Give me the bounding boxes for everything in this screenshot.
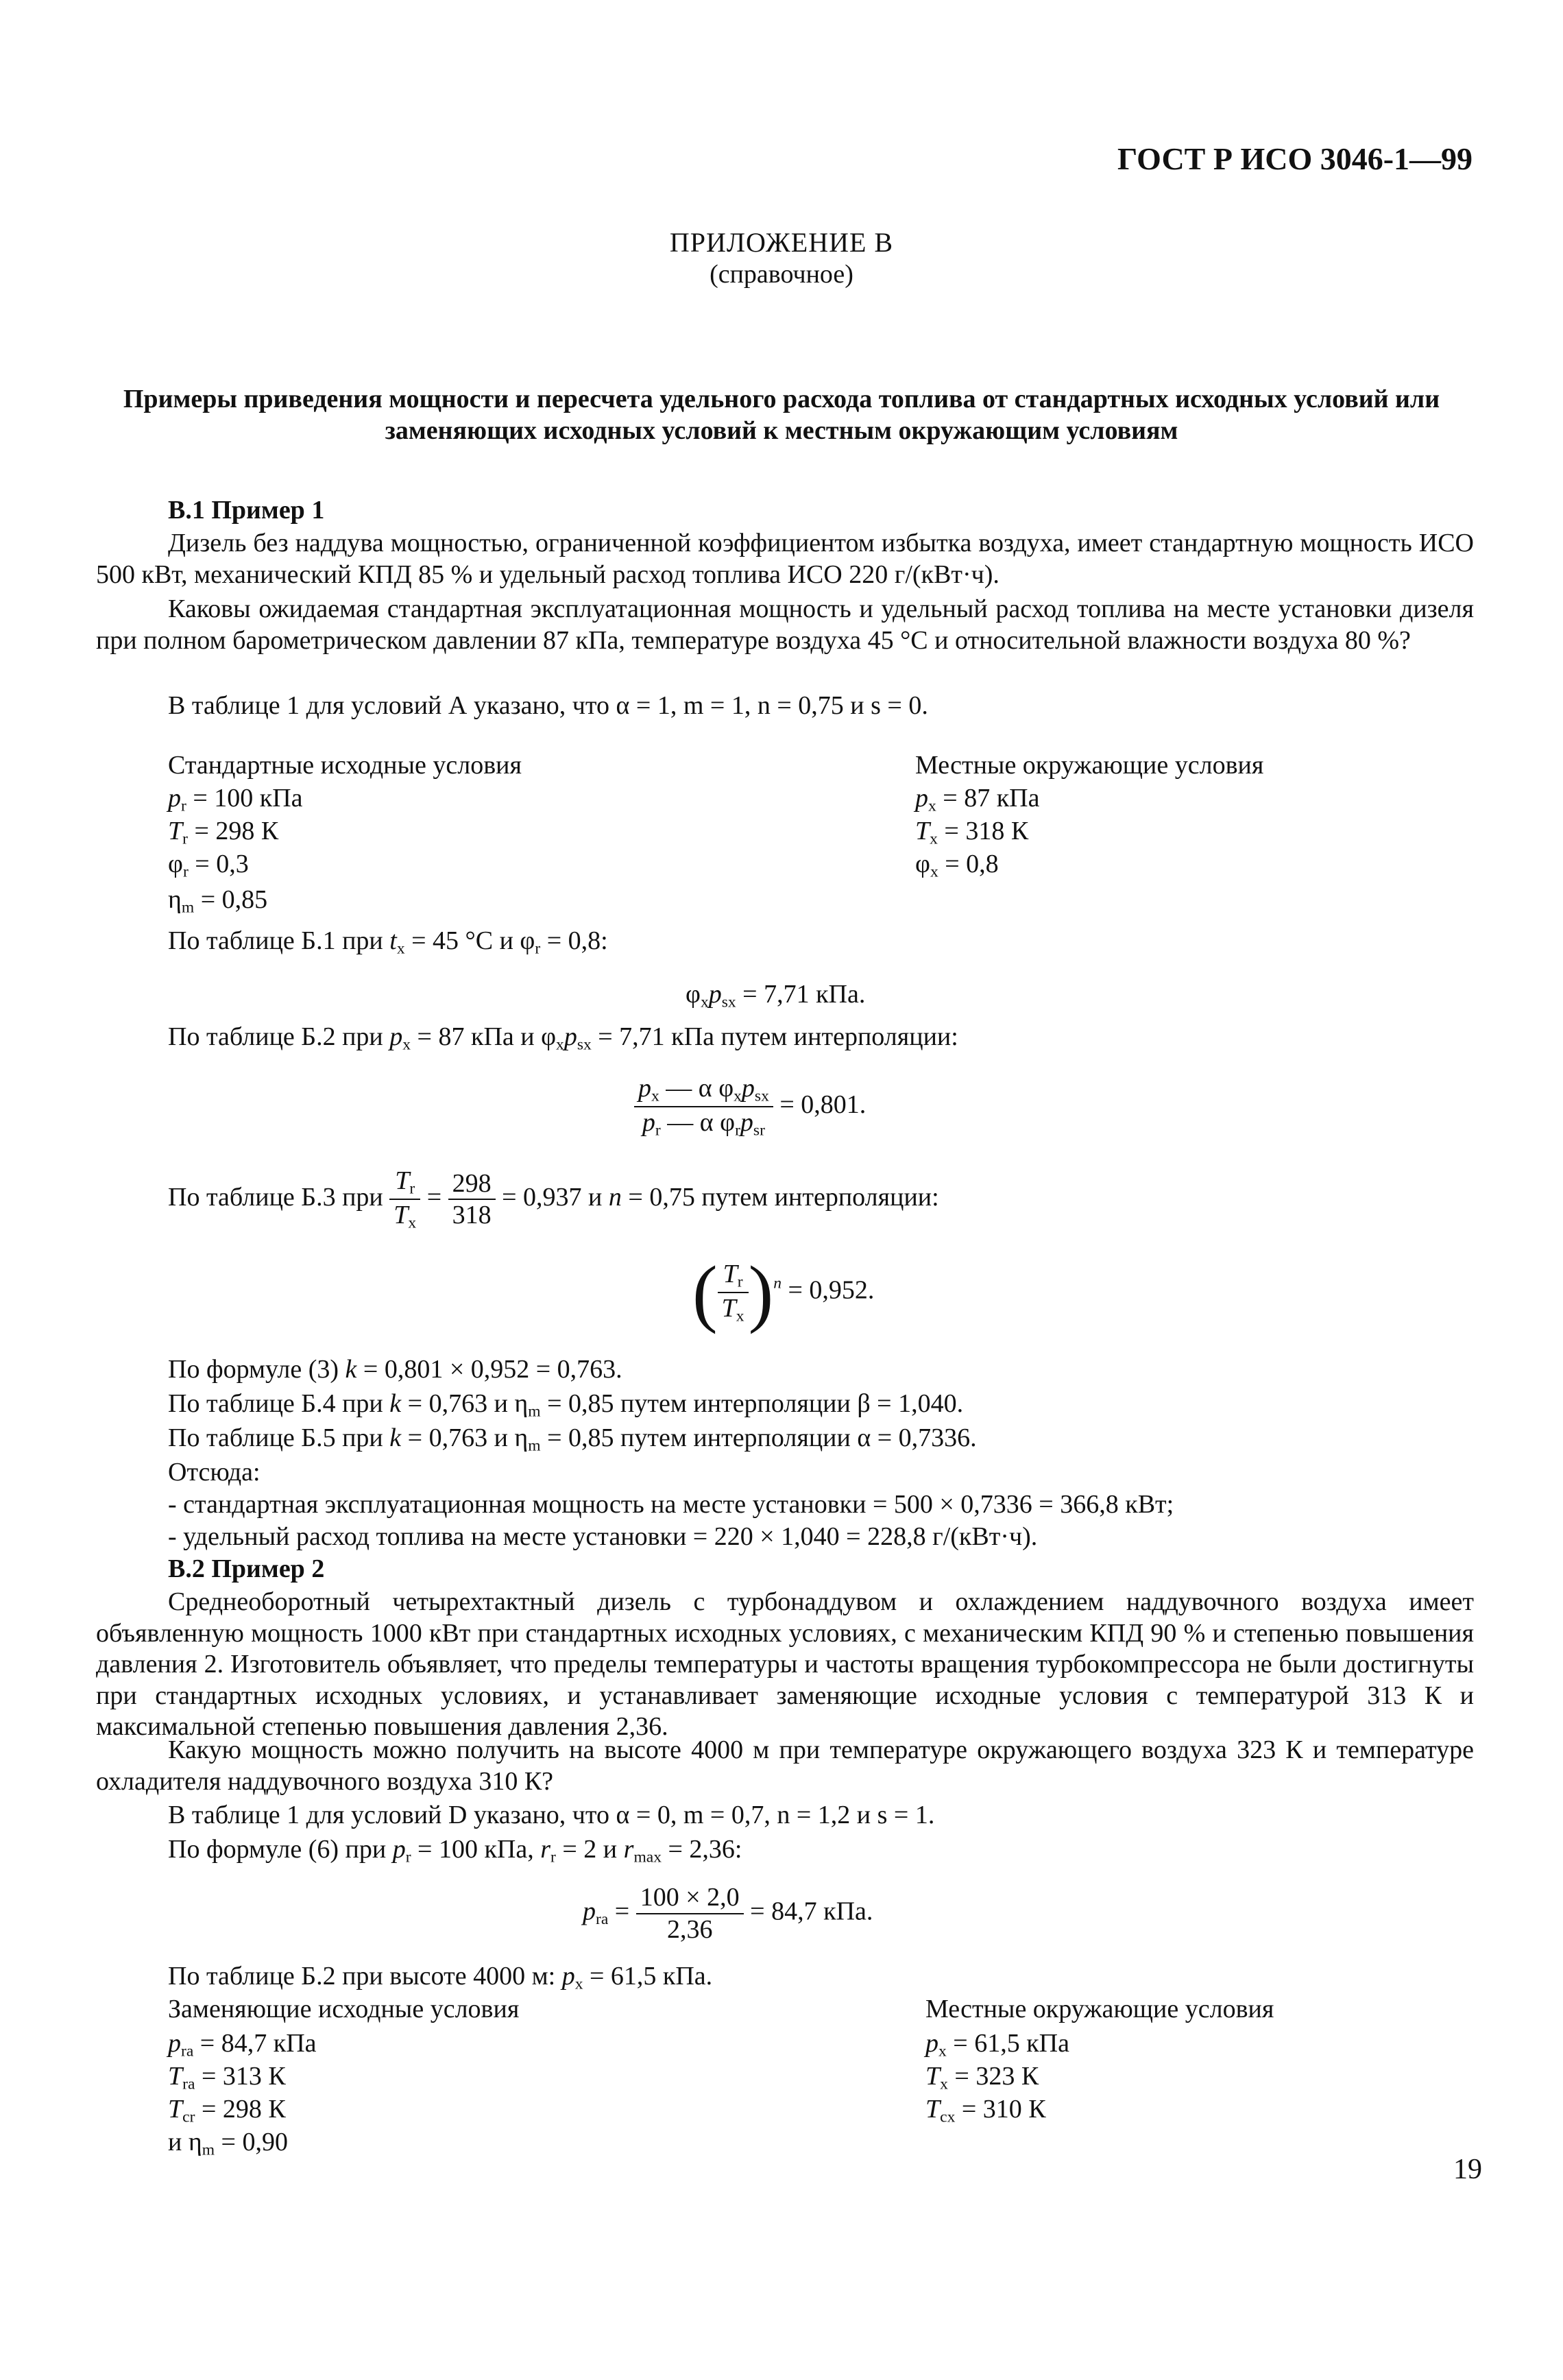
result-fuel: - удельный расход топлива на месте установки = 220 × 1,040 = 228,8 г/(кВт·ч). (168, 1522, 1038, 1551)
pressure-ratio-formula: $\frac{p_x — \alpha \varphi_xp_{sx}}{p_r — \alpha \varphi_rp_{sr}}$ = 0,801. (634, 1073, 866, 1141)
appendix-title: ПРИЛОЖЕНИЕ В (669, 227, 894, 258)
hence-line: Отсюда: (168, 1458, 260, 1487)
pra-formula: $p_{ra}$ = $\frac{100 \times 2,0}{2,36}$ = 84,7 кПа. (583, 1883, 873, 1944)
example1-local-heading: Местные окружающие условия (915, 751, 1264, 780)
local-humidity: $\varphi_x = 0,8$ (915, 850, 999, 881)
subst-temperature: $T_{ra} = 313$ К (168, 2062, 286, 2093)
page-number: 19 (1453, 2154, 1482, 2185)
main-title: Примеры приведения мощности и пересчета удельного расхода топлива от стандартных исходных условий или заменяющих исходных условий к местным окружающим условиям (123, 385, 1440, 445)
table-b1-line: По таблице Б.1 при $t_x = 45$ °С и $\varphi_r = 0,8$: (168, 926, 608, 958)
example2-local-heading: Местные окружающие условия (925, 1995, 1274, 2023)
phi-psx-value: $\varphi_xp_{sx} = 7,71$ кПа. (686, 980, 866, 1011)
example2-subst-heading: Заменяющие исходные условия (168, 1995, 520, 2023)
example2-heading: В.2 Пример 2 (168, 1554, 325, 1583)
local2-temperature: $T_x = 323$ К (925, 2062, 1039, 2093)
table-b5-line: По таблице Б.5 при k = 0,763 и $\eta_m = 0,85$ путем интерполяции α = 0,7336. (168, 1423, 977, 1455)
formula-3-line: По формуле (3) k = 0,801 × 0,952 = 0,763. (168, 1355, 622, 1384)
local-temperature: $T_x = 318$ К (915, 817, 1029, 848)
example1-heading: В.1 Пример 1 (168, 496, 325, 525)
table-b4-line: По таблице Б.4 при k = 0,763 и $\eta_m = 0,85$ путем интерполяции β = 1,040. (168, 1389, 964, 1421)
local2-coolant-temperature: $T_{cx} = 310$ К (925, 2095, 1046, 2126)
local-pressure: $p_x = 87$ кПа (915, 784, 1040, 815)
example2-table-note: В таблице 1 для условий D указано, что α = 0, m = 0,7, n = 1,2 и s = 1. (168, 1801, 935, 1829)
subst-efficiency: и $\eta_m = 0,90$ (168, 2128, 288, 2159)
example2-para2: Какую мощность можно получить на высоте 4000 м при температуре окружающего воздуха 323 К и температуре охладителя наддувочного воздуха 310 К? (96, 1735, 1474, 1796)
local2-pressure: $p_x = 61,5$ кПа (925, 2029, 1069, 2060)
std-pressure: $p_r = 100$ кПа (168, 784, 303, 815)
formula-6-line: По формуле (6) при $p_r = 100$ кПа, $r_r = 2$ и $r_{max} = 2,36$: (168, 1835, 742, 1866)
std-humidity: $\varphi_r = 0,3$ (168, 850, 249, 881)
result-power: - стандартная эксплуатационная мощность на месте установки = 500 × 0,7336 = 366,8 кВт; (168, 1490, 1174, 1519)
std-temperature: $T_r = 298$ К (168, 817, 279, 848)
table-b3-line: По таблице Б.3 при $\frac{T_r}{T_x}$ = $\frac{298}{318}$ = 0,937 и n = 0,75 путем интерполяции: (168, 1166, 939, 1232)
temperature-power-formula: ( $\frac{T_r}{T_x}$ )$^n$ = 0,952. (692, 1251, 875, 1334)
std-efficiency: $\eta_m = 0,85$ (168, 885, 268, 917)
example1-table-note: В таблице 1 для условий А указано, что α = 1, m = 1, n = 0,75 и s = 0. (168, 691, 928, 720)
document-code: ГОСТ Р ИСО 3046-1—99 (1117, 141, 1473, 176)
subst-coolant-temperature: $T_{cr} = 298$ К (168, 2095, 286, 2126)
example1-para1: Дизель без наддува мощностью, ограниченной коэффициентом избытка воздуха, имеет стандартную мощность ИСО 500 кВт, механический КПД 85 % и удельный расход топлива ИСО 220 г/(кВт·ч). (96, 529, 1474, 589)
table-b2-altitude-line: По таблице Б.2 при высоте 4000 м: $p_x = 61,5$ кПа. (168, 1962, 713, 1993)
subst-pressure: $p_{ra} = 84,7$ кПа (168, 2029, 317, 2060)
table-b2-line: По таблице Б.2 при $p_x = 87$ кПа и $\varphi_xp_{sx} = 7,71$ кПа путем интерполяции: (168, 1022, 958, 1054)
appendix-subtitle: (справочное) (710, 260, 853, 289)
example2-para1: Среднеоборотный четырехтактный дизель с турбонаддувом и охлаждением наддувочного воздуха имеет объявленную мощность 1000 кВт при стандартных исходных условиях, с механическим КПД 90 % и степенью повышения давления 2. Изготовитель объявляет, что пределы температуры и частоты вращения турбокомпрессора не были достигнуты при стандартных исходных условиях, и устанавливает заменяющие исходные условия с температурой 313 К и максимальной степенью повышения давления 2,36. (96, 1587, 1474, 1742)
example1-std-heading: Стандартные исходные условия (168, 751, 522, 780)
example1-para2: Каковы ожидаемая стандартная эксплуатационная мощность и удельный расход топлива на месте установки дизеля при полном барометрическом давлении 87 кПа, температуре воздуха 45 °С и относительной влажности воздуха 80 %? (96, 594, 1474, 655)
